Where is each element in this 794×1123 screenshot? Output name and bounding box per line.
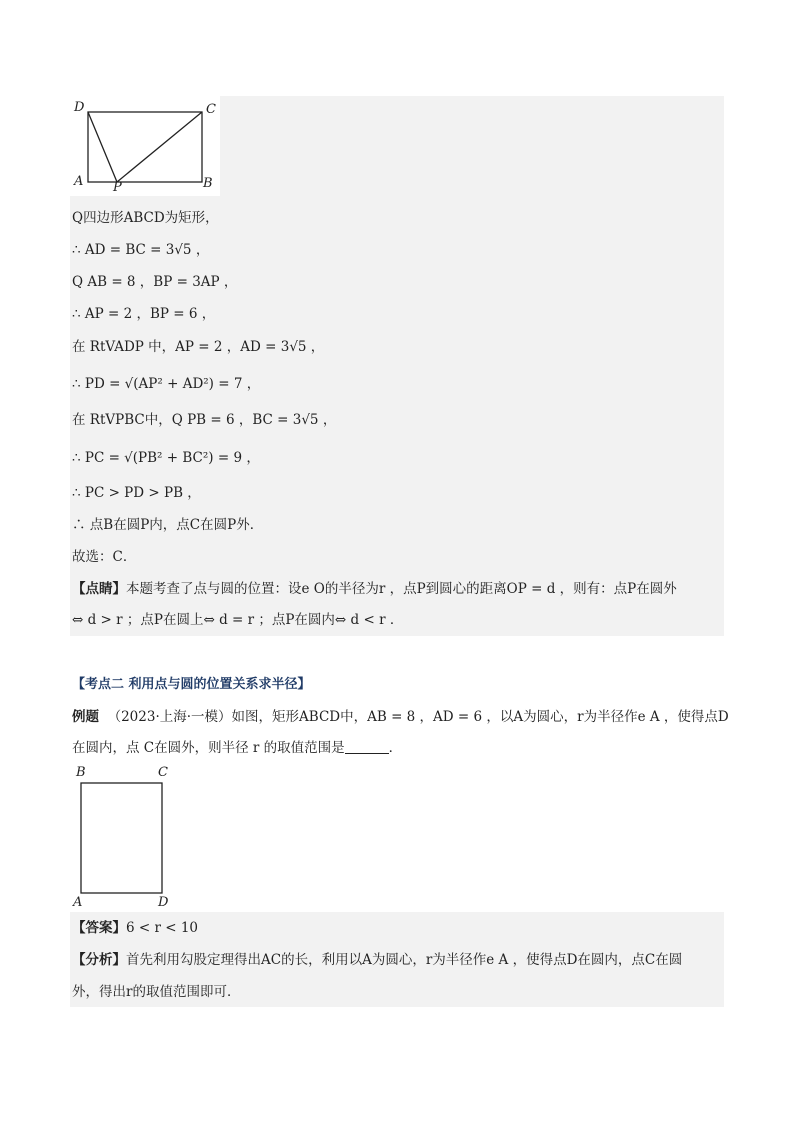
example-text-2: 在圆内，点 C在圆外，则半径 r 的取值范围是 — [72, 740, 345, 756]
example-tag: 例题 — [72, 709, 99, 725]
figure-2 — [70, 764, 180, 912]
figure-1 — [70, 96, 220, 196]
solution-line: 故选：C． — [72, 549, 137, 565]
analysis-line-2: 外，得出r的取值范围即可． — [72, 984, 241, 1000]
label-a: A — [74, 174, 84, 189]
solution-line: ∴ PD = √(AP² + AD²) = 7 ， — [72, 376, 261, 392]
analysis-text-1: 首先利用勾股定理得出AC的长，利用以A为圆心，r为半径作e A ，使得点D在圆内，点C在圆 — [126, 952, 683, 968]
label-b: B — [203, 176, 213, 191]
example-line-1 — [70, 707, 729, 727]
label-a: A — [73, 895, 83, 910]
answer-blank — [345, 739, 389, 754]
answer-text: 6 < r < 10 — [126, 920, 199, 936]
solution-line: 在 RtVPBC中，Q PB = 6 ，BC = 3√5 ， — [72, 412, 337, 428]
label-c: C — [158, 765, 168, 780]
example-text-1: （2023·上海·一模）如图，矩形ABCD中，AB = 8 ，AD = 6 ，以A为圆心，r为半径作e A ，使得点D — [107, 709, 729, 725]
figure-1-svg — [70, 96, 220, 196]
example-text-2-end: ． — [388, 740, 403, 756]
solution-line: Q四边形ABCD为矩形， — [72, 210, 219, 226]
solution-line: ∴ 点B在圆P内，点C在圆P外． — [72, 517, 264, 533]
segment-pc — [117, 112, 202, 182]
label-d: D — [74, 100, 85, 115]
comment-line-1 — [70, 579, 724, 599]
label-d: D — [158, 895, 169, 910]
solution-line: ∴ AP = 2 ，BP = 6 ， — [72, 306, 216, 322]
solution-line: ∴ AD = BC = 3√5 ， — [72, 242, 210, 258]
answer-tag: 【答案】 — [72, 920, 126, 936]
rectangle-abcd-2 — [81, 783, 162, 893]
label-c: C — [206, 102, 216, 117]
comment-text-1: 本题考查了点与圆的位置：设e O的半径为r ，点P到圆心的距离OP = d ，则有：点P在圆外 — [126, 581, 677, 597]
solution-line: ∴ PC > PD > PB ， — [72, 485, 201, 501]
example-line-2 — [70, 738, 724, 758]
label-b: B — [76, 765, 86, 780]
answer-line — [70, 918, 724, 938]
rectangle-abcd — [88, 112, 202, 182]
figure-2-svg — [70, 764, 180, 912]
analysis-line-1 — [70, 950, 724, 970]
analysis-tag: 【分析】 — [72, 952, 126, 968]
comment-tag: 【点睛】 — [72, 581, 126, 597]
solution-line: Q AB = 8 ，BP = 3AP ， — [72, 274, 238, 290]
solution-line: ∴ PC = √(PB² + BC²) = 9 ， — [72, 450, 260, 466]
label-p: P — [113, 180, 122, 195]
comment-line-2: ⇔ d > r ；点P在圆上⇔ d = r ；点P在圆内⇔ d < r ． — [72, 612, 404, 628]
segment-dp — [88, 112, 117, 182]
section-heading: 【考点二 利用点与圆的位置关系求半径】 — [72, 677, 311, 692]
solution-line: 在 RtVADP 中，AP = 2 ，AD = 3√5 ， — [72, 339, 325, 355]
